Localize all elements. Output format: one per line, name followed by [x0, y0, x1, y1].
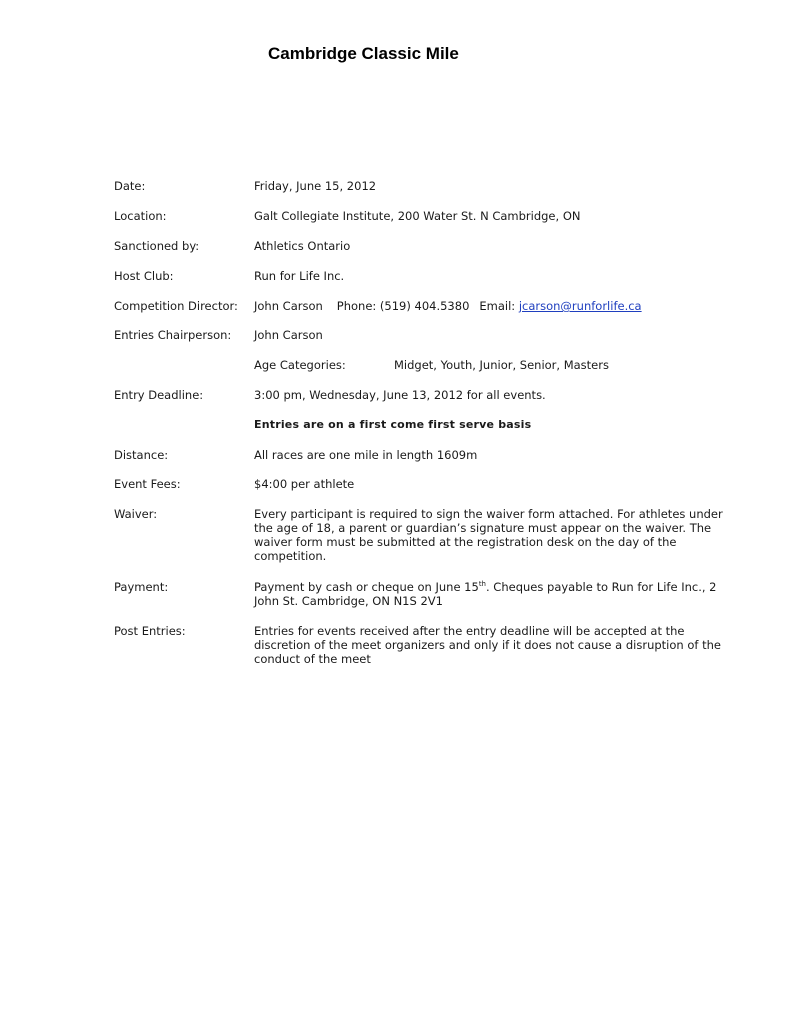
- entry-deadline-label: Entry Deadline:: [114, 388, 204, 402]
- event-fees-value: $4:00 per athlete: [254, 477, 355, 491]
- entries-chair-value: John Carson: [254, 328, 323, 342]
- competition-director-value: [254, 299, 739, 313]
- director-name: John Carson: [254, 299, 323, 313]
- age-categories: [254, 358, 739, 372]
- director-phone: Phone: (519) 404.5380: [336, 299, 470, 313]
- sanctioned-value: Athletics Ontario: [254, 239, 351, 253]
- host-club-label: Host Club:: [114, 269, 174, 283]
- payment-text-end: . Cheques payable to Run for Life Inc., 2 John St. Cambridge, ON N1S 2V1: [254, 580, 717, 608]
- date-value: Friday, June 15, 2012: [254, 179, 377, 193]
- waiver-value: Every participant is required to sign the waiver form attached. For athletes under the age of 18, a parent or guardian’s signature must appear on the waiver. The waiver form must be submitted at the registration desk on the day of the competition.: [254, 507, 723, 563]
- competition-director-label: Competition Director:: [114, 299, 238, 313]
- payment-superscript: th: [478, 580, 486, 589]
- sanctioned-label: Sanctioned by:: [114, 239, 200, 253]
- post-entries-label: Post Entries:: [114, 624, 186, 638]
- age-categories-label: Age Categories:: [254, 358, 346, 372]
- entry-deadline-value: 3:00 pm, Wednesday, June 13, 2012 for all events.: [254, 388, 546, 402]
- location-label: Location:: [114, 209, 167, 223]
- age-categories-value: Midget, Youth, Junior, Senior, Masters: [394, 358, 609, 372]
- distance-label: Distance:: [114, 448, 169, 462]
- payment-value: [254, 580, 739, 608]
- entries-chair-label: Entries Chairperson:: [114, 328, 232, 342]
- director-email-label: Email:: [479, 299, 516, 313]
- document-title: Cambridge Classic Mile: [268, 44, 459, 63]
- date-label: Date:: [114, 179, 146, 193]
- payment-text-start: Payment by cash or cheque on June 15: [254, 580, 479, 594]
- event-fees-label: Event Fees:: [114, 477, 181, 491]
- host-club-value: Run for Life Inc.: [254, 269, 345, 283]
- payment-label: Payment:: [114, 580, 169, 594]
- post-entries-value: Entries for events received after the entry deadline will be accepted at the discretion of the meet organizers and only if it does not cause a disruption of the conduct of the meet: [254, 624, 721, 666]
- location-value: Galt Collegiate Institute, 200 Water St. N Cambridge, ON: [254, 209, 581, 223]
- first-come-note: Entries are on a first come first serve basis: [254, 418, 532, 431]
- distance-value: All races are one mile in length 1609m: [254, 448, 478, 462]
- waiver-label: Waiver:: [114, 507, 158, 521]
- director-email-link[interactable]: jcarson@runforlife.ca: [518, 299, 642, 313]
